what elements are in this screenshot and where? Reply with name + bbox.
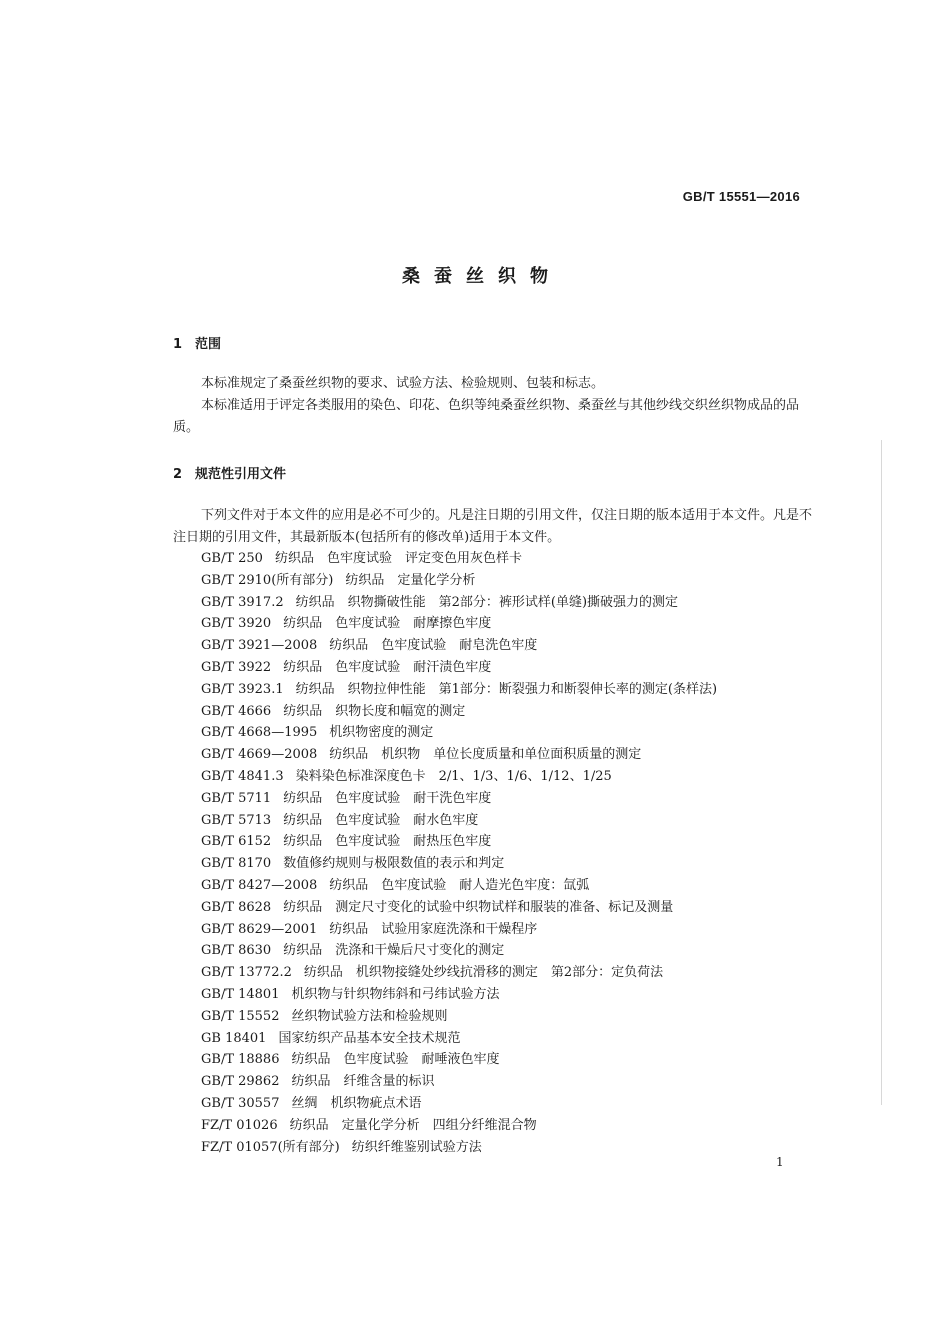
reference-title: 机织物密度的测定	[329, 725, 434, 741]
reference-code: GB/T 8170	[201, 856, 272, 872]
reference-title: 纺织品 试验用家庭洗涤和干燥程序	[329, 921, 538, 937]
reference-code: GB/T 29862	[201, 1074, 280, 1090]
reference-title: 纺织品 测定尺寸变化的试验中织物试样和服装的准备、标记及测量	[283, 899, 674, 915]
reference-code: GB/T 8628	[201, 899, 272, 915]
reference-title: 纺织品 色牢度试验 耐汗渍色牢度	[283, 659, 492, 675]
reference-item	[201, 1049, 717, 1071]
reference-title: 纺织品 机织物接缝处纱线抗滑移的测定 第2部分：定负荷法	[303, 965, 664, 981]
section-2-paragraph: 下列文件对于本文件的应用是必不可少的。凡是注日期的引用文件，仅注日期的版本适用于本文件。凡是不注日期的引用文件，其最新版本(包括所有的修改单)适用于本文件。	[173, 508, 813, 545]
reference-code: GB/T 250	[201, 551, 263, 566]
reference-code: GB/T 15552	[201, 1008, 280, 1024]
reference-item	[201, 810, 717, 832]
reference-item	[201, 919, 717, 941]
reference-title: 纺织品 色牢度试验 耐摩擦色牢度	[283, 616, 492, 632]
reference-code: GB/T 3923.1	[201, 681, 284, 697]
reference-title: 丝绸 机织物疵点术语	[291, 1095, 422, 1111]
reference-item	[201, 1137, 717, 1159]
section-title: 规范性引用文件	[195, 467, 287, 482]
reference-code: GB/T 6152	[201, 834, 272, 850]
reference-code: GB/T 5713	[201, 812, 272, 828]
reference-code: GB/T 2910(所有部分)	[201, 572, 334, 588]
reference-item	[201, 1028, 717, 1050]
reference-title: 染料染色标准深度色卡 2/1、1/3、1/6、1/12、1/25	[295, 768, 612, 784]
reference-code: GB/T 5711	[201, 790, 272, 806]
reference-item	[201, 657, 717, 679]
reference-code: GB/T 13772.2	[201, 965, 292, 981]
reference-code: GB/T 3920	[201, 616, 272, 632]
reference-item	[201, 635, 717, 657]
reference-title: 纺织纤维鉴别试验方法	[351, 1139, 482, 1155]
section-2-heading	[173, 463, 286, 482]
reference-title: 纺织品 织物长度和幅宽的测定	[283, 703, 466, 719]
reference-code: GB/T 4669—2008	[201, 747, 318, 763]
reference-title: 纺织品 色牢度试验 耐皂洗色牢度	[329, 638, 538, 654]
reference-item	[201, 592, 717, 614]
reference-title: 纺织品 定量化学分析 四组分纤维混合物	[289, 1117, 537, 1133]
reference-code: GB/T 4841.3	[201, 768, 284, 784]
reference-item	[201, 722, 717, 744]
reference-item	[201, 1071, 717, 1093]
reference-code: FZ/T 01057(所有部分)	[201, 1139, 340, 1155]
reference-item	[201, 940, 717, 962]
reference-item	[201, 875, 717, 897]
standard-code: GB/T 15551—2016	[682, 189, 800, 204]
reference-title: 机织物与针织物纬斜和弓纬试验方法	[291, 986, 500, 1002]
reference-title: 纺织品 色牢度试验 耐水色牢度	[283, 812, 479, 828]
document-title: 桑蚕丝织物	[402, 266, 562, 287]
reference-item	[201, 831, 717, 853]
reference-title: 丝织物试验方法和检验规则	[291, 1008, 448, 1024]
section-number: 1	[173, 337, 183, 352]
section-title: 范围	[195, 337, 222, 352]
section-1-paragraph: 本标准规定了桑蚕丝织物的要求、试验方法、检验规则、包装和标志。	[201, 376, 605, 391]
reference-code: GB/T 30557	[201, 1095, 280, 1111]
reference-item	[201, 853, 717, 875]
reference-item	[201, 701, 717, 723]
reference-title: 纺织品 色牢度试验 耐干洗色牢度	[283, 790, 492, 806]
reference-item	[201, 962, 717, 984]
reference-code: GB/T 4666	[201, 703, 272, 719]
reference-item	[201, 1115, 717, 1137]
reference-item	[201, 1006, 717, 1028]
reference-title: 纺织品 机织物 单位长度质量和单位面积质量的测定	[329, 747, 642, 763]
reference-code: GB/T 14801	[201, 986, 280, 1002]
reference-item	[201, 897, 717, 919]
page-number: 1	[776, 1155, 784, 1169]
reference-code: GB 18401	[201, 1030, 267, 1046]
reference-title: 纺织品 定量化学分析	[345, 572, 476, 588]
reference-code: GB/T 8427—2008	[201, 877, 318, 893]
reference-item	[201, 744, 717, 766]
scan-edge-line	[881, 440, 882, 1105]
reference-title: 数值修约规则与极限数值的表示和判定	[283, 856, 505, 872]
reference-title: 纺织品 色牢度试验 耐唾液色牢度	[291, 1052, 500, 1068]
reference-title: 国家纺织产品基本安全技术规范	[278, 1030, 461, 1046]
reference-item	[201, 613, 717, 635]
reference-title: 纺织品 纤维含量的标识	[291, 1074, 435, 1090]
reference-item	[201, 788, 717, 810]
reference-item	[201, 548, 717, 570]
section-1-paragraph: 本标准适用于评定各类服用的染色、印花、色织等纯桑蚕丝织物、桑蚕丝与其他纱线交织丝织物成品的品质。	[173, 398, 800, 435]
reference-item	[201, 679, 717, 701]
reference-title: 纺织品 色牢度试验 评定变色用灰色样卡	[274, 551, 522, 566]
reference-item	[201, 766, 717, 788]
reference-code: GB/T 8629—2001	[201, 921, 318, 937]
reference-code: GB/T 3917.2	[201, 594, 284, 610]
reference-code: GB/T 4668—1995	[201, 725, 318, 741]
normative-references-list	[201, 548, 717, 1158]
reference-title: 纺织品 色牢度试验 耐热压色牢度	[283, 834, 492, 850]
reference-code: GB/T 18886	[201, 1052, 280, 1068]
reference-item	[201, 984, 717, 1006]
reference-title: 纺织品 织物撕破性能 第2部分：裤形试样(单缝)撕破强力的测定	[295, 594, 679, 610]
reference-title: 纺织品 洗涤和干燥后尺寸变化的测定	[283, 943, 505, 959]
reference-code: FZ/T 01026	[201, 1117, 278, 1133]
reference-code: GB/T 3921—2008	[201, 638, 318, 654]
reference-title: 纺织品 织物拉伸性能 第1部分：断裂强力和断裂伸长率的测定(条样法)	[295, 681, 718, 697]
section-number: 2	[173, 467, 183, 482]
section-1-heading	[173, 333, 221, 352]
reference-code: GB/T 8630	[201, 943, 272, 959]
reference-item	[201, 570, 717, 592]
reference-title: 纺织品 色牢度试验 耐人造光色牢度：氙弧	[329, 877, 590, 893]
reference-code: GB/T 3922	[201, 659, 272, 675]
reference-item	[201, 1093, 717, 1115]
